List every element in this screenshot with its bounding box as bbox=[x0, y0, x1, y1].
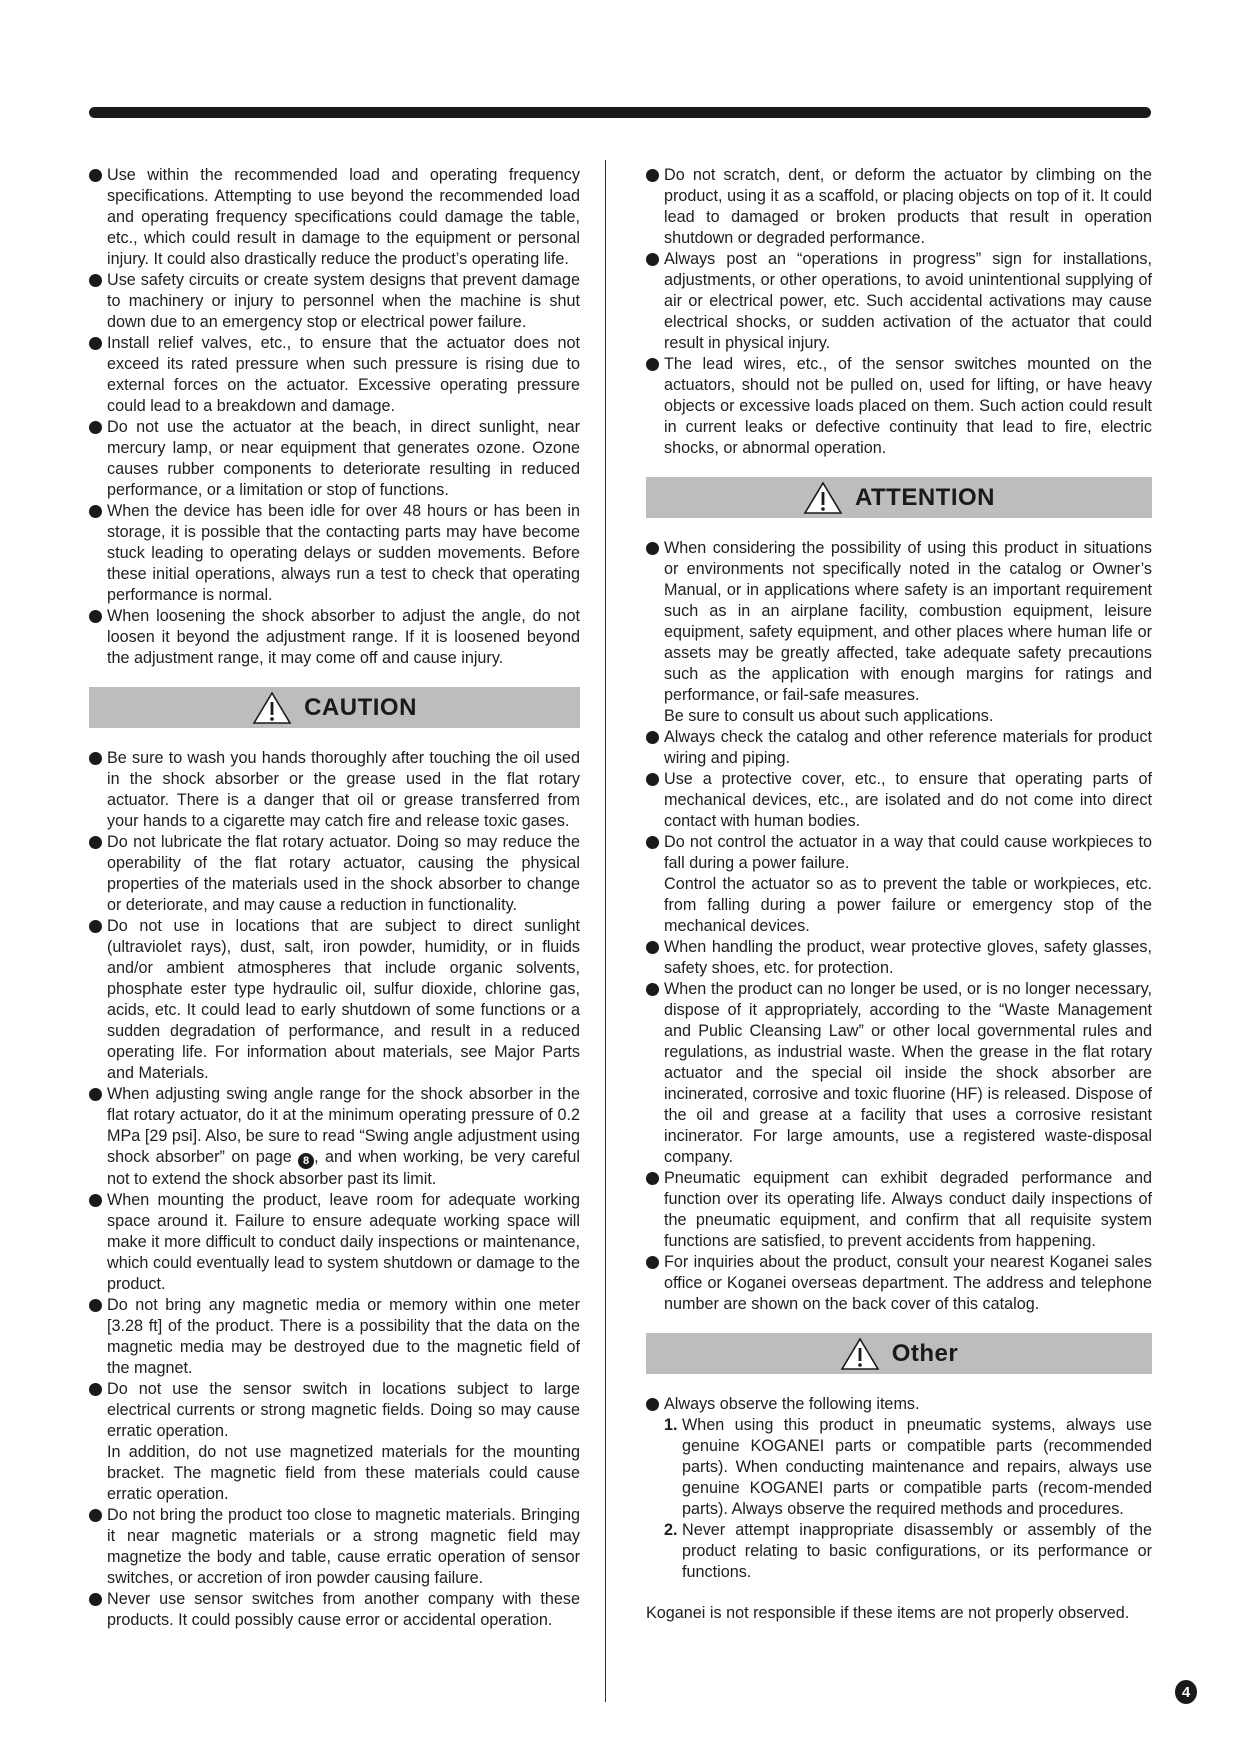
bullet-icon bbox=[89, 610, 102, 623]
list-item: When loosening the shock absorber to adjust the angle, do not loosen it beyond the adjustment range. If it is loosened beyond the adjustment range, it may come off and cause injury. bbox=[89, 606, 580, 669]
list-item: Use safety circuits or create system designs that prevent damage to machinery or injury to personnel when the machine is shut down due to an emergency stop or electrical power failure. bbox=[89, 270, 580, 333]
disclaimer-text: Koganei is not responsible if these items are not properly observed. bbox=[646, 1604, 1130, 1622]
bullet-icon bbox=[89, 274, 102, 287]
list-item: Always post an “operations in progress” sign for installations, adjustments, or other operations, to avoid unintentional supplying of air or electrical power, etc. Such accidental activations may cause electrical shocks, or sudden activation of the actuator that could result in physical injury. bbox=[646, 249, 1152, 354]
bullet-icon bbox=[646, 941, 659, 954]
bullet-icon bbox=[646, 731, 659, 744]
list-item: Be sure to wash you hands thoroughly after touching the oil used in the shock absorber or the grease used in the flat rotary actuator. There is a danger that oil or grease transferred from your hands to a cigarette may catch fire and release toxic gases. bbox=[89, 748, 580, 832]
caution-banner bbox=[89, 687, 580, 728]
numbered-item: 2. Never attempt inappropriate disassembly or assembly of the product relating to basic configurations, or its performance or functions. bbox=[664, 1521, 1152, 1581]
bullet-icon bbox=[646, 169, 659, 182]
list-item: Do not bring any magnetic media or memory within one meter [3.28 ft] of the product. There is a possibility that the data on the magnetic media may be destroyed due to the magnetic field of the magnet. bbox=[89, 1295, 580, 1379]
bullet-icon bbox=[89, 1088, 102, 1101]
bullet-icon bbox=[89, 920, 102, 933]
list-item: Do not scratch, dent, or deform the actuator by climbing on the product, using it as a scaffold, or placing objects on top of it. It could lead to damaged or broken products that result in operation shutdown or degraded performance. bbox=[646, 165, 1152, 249]
attention-label: ATTENTION bbox=[854, 483, 996, 511]
list-item: Do not use in locations that are subject to direct sunlight (ultraviolet rays), dust, salt, iron powder, humidity, or in fluids and/or ambient atmospheres that include organic solvents, phosphate ester type hydraulic oil, sulfur dioxide, chlorine gas, acids, etc. It could lead to early shutdown of some functions or a sudden degradation of performance, and result in a reduced operating life. For information about materials, see Major Parts and Materials. bbox=[89, 916, 580, 1084]
page-number: 4 bbox=[1175, 1680, 1197, 1704]
attention-banner bbox=[646, 477, 1152, 518]
list-item: Pneumatic equipment can exhibit degraded performance and function over its operating life. Always conduct daily inspections of the pneumatic equipment, and confirm that all requisite system functions are satisfied, to prevent accidents from happening. bbox=[646, 1168, 1152, 1252]
bullet-icon bbox=[646, 542, 659, 555]
bullet-icon bbox=[89, 337, 102, 350]
list-item: Do not control the actuator in a way that could cause workpieces to fall during a power failure. Control the actuator so as to prevent the table or workpieces, etc. from falling during a power failure or emergency stop of the mechanical devices. bbox=[646, 832, 1152, 937]
list-item: When adjusting swing angle range for the shock absorber in the flat rotary actuator, do it at the minimum operating pressure of 0.2 MPa [29 psi]. Also, be sure to read “Swing angle adjustment using shock absorber” on page 8 , and when working, be very careful not to extend the shock absorber past its limit. bbox=[89, 1084, 580, 1190]
caution-label: CAUTION bbox=[304, 693, 417, 721]
bullet-icon bbox=[89, 1194, 102, 1207]
warning-triangle-icon bbox=[803, 481, 843, 515]
header-rule bbox=[89, 107, 1151, 118]
column-divider bbox=[605, 160, 606, 1702]
bullet-icon bbox=[89, 752, 102, 765]
bullet-icon bbox=[89, 169, 102, 182]
list-item: Use a protective cover, etc., to ensure that operating parts of mechanical devices, etc., are isolated and do not come into direct contact with human bodies. bbox=[646, 769, 1152, 832]
bullet-icon bbox=[89, 836, 102, 849]
list-item: Always observe the following items. 1. When using this product in pneumatic systems, always use genuine KOGANEI parts or compatible parts (recommended parts). When conducting maintenance and repairs, always use genuine KOGANEI parts or compatible parts (recom-mended parts). Always observe the required methods and procedures. 2. Never attempt inappropriate disassembly or assembly of the product relating to basic configurations, or its performance or functions. bbox=[646, 1394, 1152, 1583]
bullet-icon bbox=[89, 1509, 102, 1522]
bullet-icon bbox=[646, 983, 659, 996]
bullet-icon bbox=[89, 1299, 102, 1312]
bullet-icon bbox=[646, 1172, 659, 1185]
bullet-icon bbox=[646, 773, 659, 786]
left-column bbox=[89, 165, 580, 1631]
list-item: Do not use the sensor switch in locations subject to large electrical currents or strong magnetic fields. Doing so may cause erratic operation. In addition, do not use magnetized materials for the mounting bracket. The magnetic field from these materials could cause erratic operation. bbox=[89, 1379, 580, 1505]
list-item: When the product can no longer be used, or is no longer necessary, dispose of it appropriately, according to the “Waste Management and Public Cleansing Law” or other local governmental rules and regulations, as industrial waste. When the grease in the flat rotary actuator and the special oil inside the shock absorber are incinerated, corrosive and toxic fluorine (HF) is released. Dispose of the oil and grease at a facility that uses a corrosive resistant incinerator. For large amounts, use a registered waste-disposal company. bbox=[646, 979, 1152, 1168]
list-item: For inquiries about the product, consult your nearest Koganei sales office or Koganei overseas department. The address and telephone number are shown on the back cover of this catalog. bbox=[646, 1252, 1152, 1315]
bullet-icon bbox=[89, 1593, 102, 1606]
list-item: When the device has been idle for over 48 hours or has been in storage, it is possible that the contacting parts may have become stuck leading to operating delays or sudden movements. Before these initial operations, always run a test to check that operating performance is normal. bbox=[89, 501, 580, 606]
list-item: Never use sensor switches from another company with these products. It could possibly cause error or accidental operation. bbox=[89, 1589, 580, 1631]
list-item: Always check the catalog and other reference materials for product wiring and piping. bbox=[646, 727, 1152, 769]
warning-triangle-icon bbox=[840, 1337, 880, 1371]
list-item: The lead wires, etc., of the sensor switches mounted on the actuators, should not be pulled on, used for lifting, or have heavy objects or excessive loads placed on them. Such action could result in current leaks or defective continuity that lead to fire, electric shocks, or abnormal operation. bbox=[646, 354, 1152, 459]
bullet-icon bbox=[89, 421, 102, 434]
bullet-icon bbox=[89, 505, 102, 518]
bullet-icon bbox=[646, 836, 659, 849]
bullet-icon bbox=[646, 1398, 659, 1411]
bullet-icon bbox=[646, 358, 659, 371]
list-item: When mounting the product, leave room for adequate working space around it. Failure to ensure adequate working space will make it more difficult to conduct daily inspections or maintenance, which could eventually lead to system shutdown or damage to the product. bbox=[89, 1190, 580, 1295]
bullet-icon bbox=[89, 1383, 102, 1396]
page-reference-badge[interactable]: 8 bbox=[298, 1153, 314, 1169]
other-label: Other bbox=[891, 1339, 959, 1367]
bullet-icon bbox=[646, 253, 659, 266]
list-item: Do not use the actuator at the beach, in direct sunlight, near mercury lamp, or near equipment that generates ozone. Ozone causes rubber components to deteriorate resulting in reduced performance, or a limitation or stop of functions. bbox=[89, 417, 580, 501]
list-item: When considering the possibility of using this product in situations or environments not specifically noted in the catalog or Owner’s Manual, or in applications where safety is an important requirement such as in an airplane facility, combustion equipment, leisure equipment, safety equipment, and other places where human life or assets may be greatly affected, take adequate safety precautions such as the application with enough margins for ratings and performance, or fail-safe measures. Be sure to consult us about such applications. bbox=[646, 538, 1152, 727]
numbered-item: 1. When using this product in pneumatic systems, always use genuine KOGANEI parts or compatible parts (recommended parts). When conducting maintenance and repairs, always use genuine KOGANEI parts or compatible parts (recom-mended parts). Always observe the required methods and procedures. bbox=[664, 1416, 1152, 1518]
bullet-icon bbox=[646, 1256, 659, 1269]
list-item: Install relief valves, etc., to ensure that the actuator does not exceed its rated pressure when such pressure is rising due to external forces on the actuator. Excessive operating pressure could lead to a breakdown and damage. bbox=[89, 333, 580, 417]
list-item: Do not lubricate the flat rotary actuator. Doing so may reduce the operability of the flat rotary actuator, causing the physical properties of the materials used in the shock absorber to change or deteriorate, and may cause a reduction in functionality. bbox=[89, 832, 580, 916]
list-item: When handling the product, wear protective gloves, safety glasses, safety shoes, etc. for protection. bbox=[646, 937, 1152, 979]
warning-triangle-icon bbox=[252, 691, 292, 725]
right-column bbox=[646, 165, 1152, 1624]
list-item: Do not bring the product too close to magnetic materials. Bringing it near magnetic materials or a strong magnetic field may magnetize the body and table, cause erratic operation of sensor switches, or accretion of iron powder causing failure. bbox=[89, 1505, 580, 1589]
list-item: Use within the recommended load and operating frequency specifications. Attempting to use beyond the recommended load and operating frequency specifications could damage the table, etc., which could result in damage to the equipment or personal injury. It could also drastically reduce the product’s operating life. bbox=[89, 165, 580, 270]
other-banner bbox=[646, 1333, 1152, 1374]
